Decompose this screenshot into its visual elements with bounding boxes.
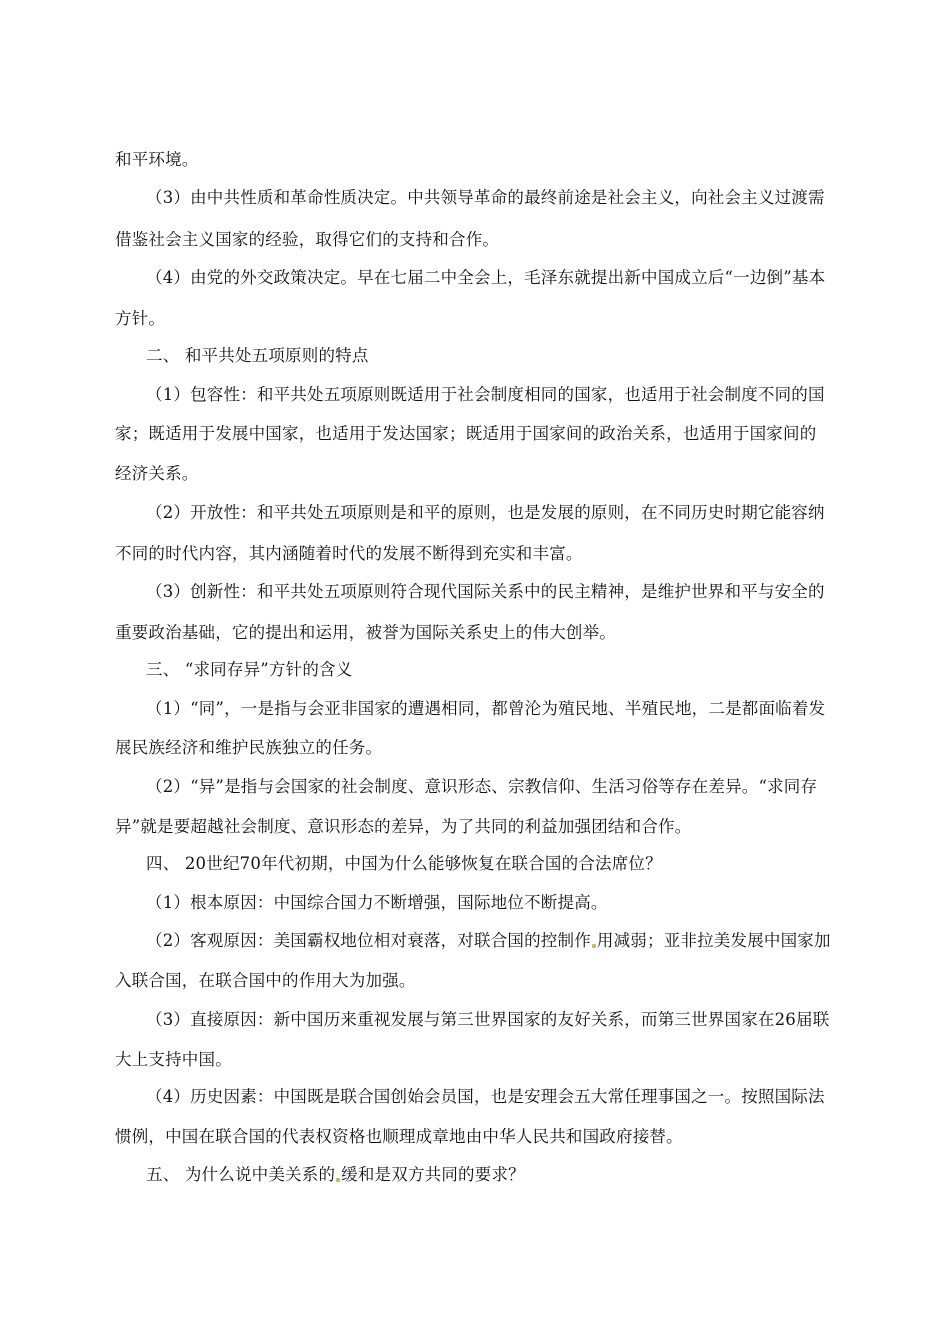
paragraph-line (146, 930, 831, 952)
paragraph-line: （1）“同”，一是指与会亚非国家的遭遇相同，都曾沦为殖民地、半殖民地，二是都面临着发 (146, 699, 826, 718)
heading-text: 五、 为什么说中美关系的 (146, 1165, 336, 1184)
heading-text: 缓和是双方共同的要求？ (341, 1165, 525, 1184)
paragraph-line: 展民族经济和维护民族独立的任务。 (115, 738, 383, 757)
edit-mark (336, 1178, 340, 1182)
paragraph-line: （4）由党的外交政策决定。早在七届二中全会上，毛泽东就提出新中国成立后“一边倒”基本 (146, 268, 826, 287)
paragraph-line: 方针。 (115, 309, 166, 328)
paragraph-text: 用减弱；亚非拉美发展中国家加 (596, 931, 831, 950)
paragraph-line: 经济关系。 (115, 464, 199, 483)
edit-mark (592, 944, 596, 948)
paragraph-line: （1）包容性：和平共处五项原则既适用于社会制度相同的国家，也适用于社会制度不同的国 (146, 385, 825, 404)
paragraph-line: （2）“异”是指与会国家的社会制度、意识形态、宗教信仰、生活习俗等存在差异。“求同存 (146, 777, 818, 796)
section-heading: 二、 和平共处五项原则的特点 (146, 346, 369, 365)
paragraph-line: （1）根本原因：中国综合国力不断增强，国际地位不断提高。 (146, 893, 608, 912)
paragraph-line: 和平环境。 (115, 150, 199, 169)
paragraph-line: 入联合国，在联合国中的作用大为加强。 (115, 971, 416, 990)
paragraph-line: （2）开放性：和平共处五项原则是和平的原则，也是发展的原则，在不同历史时期它能容纳 (146, 503, 825, 522)
paragraph-line: 惯例，中国在联合国的代表权资格也顺理成章地由中华人民共和国政府接替。 (115, 1127, 683, 1146)
paragraph-line: 异”就是要超越社会制度、意识形态的差异，为了共同的利益加强团结和合作。 (115, 817, 692, 836)
paragraph-line: 借鉴社会主义国家的经验，取得它们的支持和合作。 (115, 230, 500, 249)
paragraph-line: （4）历史因素：中国既是联合国创始会员国，也是安理会五大常任理事国之一。按照国际法 (146, 1087, 825, 1106)
paragraph-line: （3）直接原因：新中国历来重视发展与第三世界国家的友好关系，而第三世界国家在26届联 (146, 1010, 830, 1029)
paragraph-line: 家；既适用于发展中国家，也适用于发达国家；既适用于国家间的政治关系，也适用于国家间的 (115, 424, 817, 443)
paragraph-line: （3）创新性：和平共处五项原则符合现代国际关系中的民主精神，是维护世界和平与安全的 (146, 582, 825, 601)
section-heading: 三、 “求同存异”方针的含义 (146, 660, 353, 679)
paragraph-line: 不同的时代内容，其内涵随着时代的发展不断得到充实和丰富。 (115, 544, 583, 563)
section-heading: 四、 20世纪70年代初期，中国为什么能够恢复在联合国的合法席位？ (146, 854, 662, 873)
paragraph-line: 重要政治基础，它的提出和运用，被誉为国际关系史上的伟大创举。 (115, 623, 616, 642)
paragraph-text: （2）客观原因：美国霸权地位相对衰落，对联合国的控制作 (146, 931, 591, 950)
section-heading (146, 1164, 525, 1186)
paragraph-line: 大上支持中国。 (115, 1050, 232, 1069)
paragraph-line: （3）由中共性质和革命性质决定。中共领导革命的最终前途是社会主义，向社会主义过渡需 (146, 188, 825, 207)
